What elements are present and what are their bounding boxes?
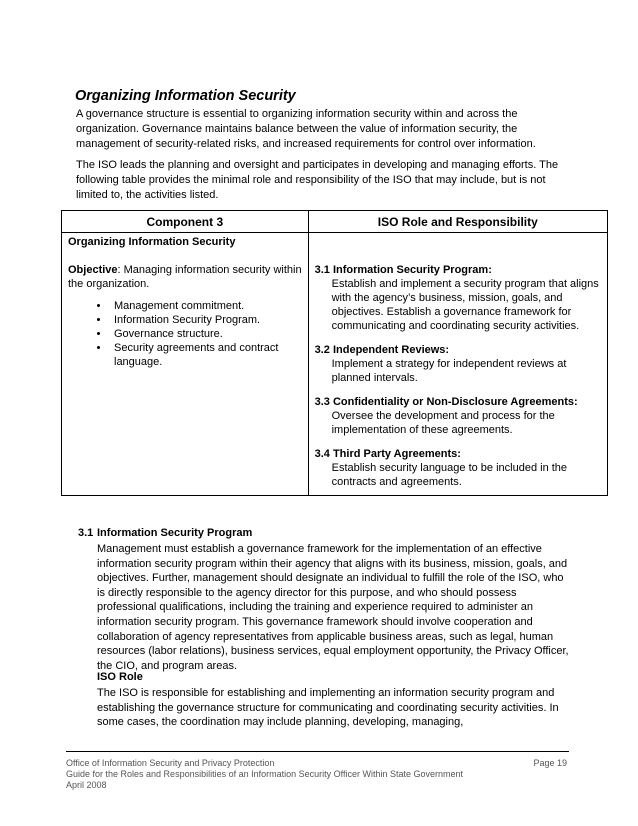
iso-role-body: The ISO is responsible for establishing and implementing an information security program and establishing the governance structure for communicating and coordinating security activities. In some cases, the coordination may include planning, developing, managing, xyxy=(97,687,559,729)
iso-paragraph: The ISO leads the planning and oversight and participates in developing and managing efforts. The following table provides the minimal role and responsibility of the ISO that may include, but is not limited to, the activities listed. xyxy=(76,159,559,201)
resp-heading-3-1: 3.1 Information Security Program: xyxy=(314,264,492,276)
component-cell xyxy=(62,233,309,496)
section-body: Management must establish a governance framework for the implementation of an effective information security program within their agency that aligns with its business, mission, goals, and objectives. Further, management should designate an individual to fulfill the role of the ISO, who is directly responsible to the agency director for this purpose, and who should possess professional qualifications, including the training and experience required to administer an information security program. This governance framework should involve cooperation and collaboration of agency representatives from applicable business areas, such as legal, human resources (labor relations), business services, equal employment opportunity, the Privacy Officer, the CIO, and program areas. xyxy=(97,543,569,672)
footer-office: Office of Information Security and Privacy Protection xyxy=(66,758,275,768)
page-title: Organizing Information Security xyxy=(75,88,296,104)
component-bullet-list xyxy=(68,299,303,369)
list-item: • Information Security Program. xyxy=(110,313,303,327)
intro-paragraph: A governance structure is essential to organizing information security within and across the organization. Governance maintains balance between the value of information security, the management of security-related risks, and increased requirements for control over information. xyxy=(76,108,536,150)
resp-heading-3-2: 3.2 Independent Reviews: xyxy=(314,344,450,356)
resp-text-3-2: Implement a strategy for independent reviews at planned intervals. xyxy=(331,358,567,384)
footer-date: April 2008 xyxy=(66,780,107,790)
footer-guide-title: Guide for the Roles and Responsibilities of an Information Security Officer Within State Government xyxy=(66,769,464,779)
resp-heading-3-3: 3.3 Confidentiality or Non-Disclosure Agreements: xyxy=(314,396,578,408)
component-title: Organizing Information Security xyxy=(68,236,236,248)
page-number: Page 19 xyxy=(533,758,567,768)
list-item: • Governance structure. xyxy=(110,327,303,341)
section-number: 3.1 xyxy=(78,527,94,539)
list-item: • Security agreements and contract language. xyxy=(110,341,303,369)
component-table xyxy=(61,210,608,496)
objective-label: Objective xyxy=(68,264,118,276)
iso-role-heading: ISO Role xyxy=(97,671,143,683)
iso-role-cell xyxy=(308,233,607,496)
resp-text-3-3: Oversee the development and process for the implementation of these agreements. xyxy=(331,410,555,436)
table-header-component: Component 3 xyxy=(62,211,309,233)
list-item: • Management commitment. xyxy=(110,299,303,313)
footer-divider xyxy=(66,751,569,752)
resp-text-3-4: Establish security language to be included in the contracts and agreements. xyxy=(331,462,568,488)
table-row xyxy=(62,233,608,496)
objective xyxy=(68,263,303,291)
objective-text: : Managing information security within the organization. xyxy=(68,264,302,290)
section-title: Information Security Program xyxy=(97,527,253,539)
resp-text-3-1: Establish and implement a security program that aligns with the agency’s business, mission, goals, and objectives. Establish a governance framework for communicating and coordinating security activities. xyxy=(331,278,599,332)
table-header-iso-role: ISO Role and Responsibility xyxy=(308,211,607,233)
table-header-row xyxy=(62,211,608,233)
section-heading xyxy=(78,527,252,539)
resp-heading-3-4: 3.4 Third Party Agreements: xyxy=(314,448,461,460)
